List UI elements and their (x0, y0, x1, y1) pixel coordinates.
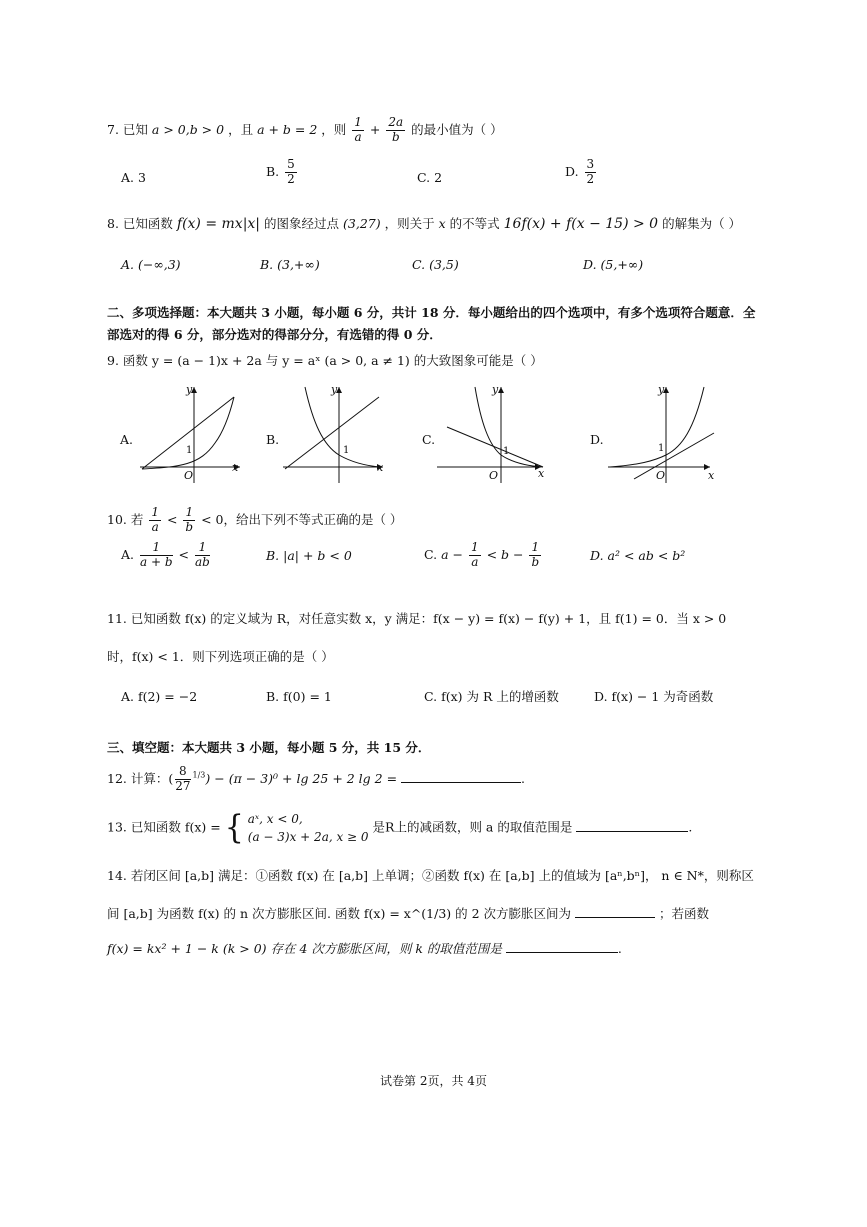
q10-option-c-pre: a − (441, 546, 463, 562)
q7-option-d-fraction: $\frac{3}{2}$ (586, 157, 595, 186)
q9-d-origin: O (656, 469, 666, 482)
q7-text-mid2: ，则 (321, 121, 347, 137)
q9-stem: 9. 函数 y = (a − 1)x + 2a 与 y = aˣ (a > 0, a ≠ 1) 的大致图象可能是（ ） (107, 353, 543, 368)
q9-c-x-label: x (538, 467, 545, 480)
q9-graph-a (140, 383, 250, 486)
q9-a-origin: O (184, 469, 194, 482)
q14-period: . (617, 941, 622, 956)
q10-option-c-mid: < b − (486, 546, 524, 562)
q14-answer-blank-1[interactable] (575, 916, 655, 918)
q7-option-d (565, 158, 598, 187)
q10-option-a-label: A. (121, 546, 135, 562)
q10-option-a: A. $\frac{1}{a + b}$ < $\frac{1}{ab}$ (121, 540, 210, 569)
q8-option-a: A. (−∞,3) (121, 257, 181, 272)
q9-a-x-label: x (232, 461, 239, 474)
q8-text-mid: 的图象经过点 (264, 216, 340, 231)
q14-line2-tail: ；若函数 (659, 906, 710, 921)
page-footer: 试卷第 2页，共 4页 (380, 1074, 487, 1088)
q7-option-b-label: B. (266, 163, 280, 179)
q7-plus: + (369, 121, 381, 137)
q9-c-one: 1 (503, 446, 510, 457)
q9-option-c-label: C. (422, 432, 436, 447)
q9-graph-c (437, 383, 552, 486)
q8-option-c: C. (3,5) (412, 257, 459, 272)
q14-line2-text: 间 [a,b] 为函数 f(x) 的 n 次方膨胀区间. 函数 f(x) = x^(1/3) 的 2 次方膨胀区间为 (107, 906, 572, 921)
q12-expression: ) − (π − 3)⁰ + lg 25 + 2 lg 2 = (205, 770, 398, 786)
q11-option-c: C. f(x) 为 R 上的增函数 (424, 689, 559, 704)
q14-line1: 14. 若闭区间 [a,b] 满足：①函数 f(x) 在 [a,b] 上单调；②函数 f(x) 在 [a,b] 上的值域为 [aⁿ,bⁿ]， n ∈ N*，则称区 (107, 868, 754, 883)
q10-option-d: D. a² < ab < b² (590, 548, 686, 563)
q7-condition: a > 0,b > 0 (151, 121, 225, 137)
q13-brace: { (224, 808, 244, 847)
q10-option-a-fraction-2: $\frac{1}{ab}$ (194, 540, 210, 569)
q7-prefix: 7. 已知 (107, 121, 148, 137)
q10-option-c-label: C. (424, 546, 438, 562)
q14-line3-text: f(x) = kx² + 1 − k (k > 0) 存在 4 次方膨胀区间，则 k 的取值范围是 (107, 941, 502, 956)
q8-prefix: 8. 已知函数 (107, 216, 173, 231)
q12-period: . (521, 770, 526, 786)
q11-option-a: A. f(2) = −2 (121, 689, 198, 704)
q13-prefix: 13. 已知函数 f(x) = (107, 819, 221, 835)
q14-line2 (107, 906, 709, 921)
q9-d-y-label: y (658, 383, 665, 396)
q12-stem (107, 765, 525, 794)
q8-stem (107, 216, 741, 233)
q8-text-mid2: ，则关于 (384, 216, 435, 231)
q9-graph-d (608, 383, 720, 486)
q10-tail: < 0，给出下列不等式正确的是（ ） (201, 511, 403, 527)
q9-a-y-label: y (186, 383, 193, 396)
q7-option-b-fraction: $\frac{5}{2}$ (287, 157, 295, 186)
q11-stem-line2: 时，f(x) < 1．则下列选项正确的是（ ） (107, 649, 334, 664)
q7-option-b (266, 158, 299, 187)
q8-point: (3,27) (343, 216, 381, 231)
q8-variable: x (438, 216, 446, 231)
q10-option-c-fraction-2: $\frac{1}{b}$ (531, 540, 540, 569)
q9-c-origin: O (489, 469, 499, 482)
q10-prefix: 10. 若 (107, 511, 144, 527)
q10-option-b: B. |a| + b < 0 (266, 548, 352, 563)
q13-cases (248, 810, 369, 846)
q10-option-a-fraction-1: $\frac{1}{a + b}$ (140, 540, 173, 569)
q13-case1: aˣ, x < 0, (247, 812, 303, 826)
q9-option-b-label: B. (266, 432, 280, 447)
q10-option-c (424, 541, 543, 570)
q7-fraction-1: $\frac{1}{a}$ (354, 115, 362, 144)
section2-heading-line2: 部选对的得 6 分，部分选对的得部分分，有选错的得 0 分． (107, 327, 442, 342)
q9-b-x-label: x (377, 461, 384, 474)
q8-function: f(x) = mx|x| (176, 216, 261, 232)
q13-period: . (688, 819, 693, 835)
q10-lt: < (166, 511, 178, 527)
q12-fraction: $\frac{8}{27}$ (175, 764, 191, 793)
q8-text-mid3: 的不等式 (449, 216, 500, 231)
q11-stem-line1: 11. 已知函数 f(x) 的定义域为 R，对任意实数 x，y 满足：f(x − y) = f(x) − f(y) + 1，且 f(1) = 0．当 x > 0 (107, 611, 727, 626)
section3-heading: 三、填空题：本大题共 3 小题，每小题 5 分，共 15 分． (107, 740, 431, 755)
q11-option-b: B. f(0) = 1 (266, 689, 332, 704)
q7-option-a: A. 3 (121, 170, 146, 185)
q10-stem (107, 506, 402, 535)
q13-case2: (a − 3)x + 2a, x ≥ 0 (247, 830, 369, 844)
q7-fraction-2: $\frac{2a}{b}$ (388, 115, 404, 144)
q7-text-mid: ，且 (228, 121, 254, 137)
q14-answer-blank-2[interactable] (506, 951, 618, 953)
q9-d-x-label: x (708, 469, 715, 482)
q13-tail: 是R上的减函数，则 a 的取值范围是 (372, 819, 573, 835)
q13-answer-blank[interactable] (576, 830, 688, 832)
q9-option-a-label: A. (120, 432, 134, 447)
q7-option-c: C. 2 (417, 170, 443, 185)
q8-tail: 的解集为（ ） (662, 216, 742, 231)
q9-a-one: 1 (186, 445, 193, 456)
q9-b-y-label: y (331, 383, 338, 396)
q7-option-d-label: D. (565, 163, 579, 179)
q12-answer-blank[interactable] (401, 781, 521, 783)
q13-stem (107, 810, 692, 846)
q12-prefix: 12. 计算：( (107, 770, 174, 786)
q10-fraction-1: $\frac{1}{a}$ (151, 505, 159, 534)
q9-b-one: 1 (343, 445, 350, 456)
q8-option-d: D. (5,+∞) (583, 257, 644, 272)
q9-c-y-label: y (492, 383, 499, 396)
q11-option-d: D. f(x) − 1 为奇函数 (594, 689, 714, 704)
q7-stem (107, 116, 503, 145)
q8-inequality: 16f(x) + f(x − 15) > 0 (503, 216, 659, 232)
q12-exponent: 1/3 (192, 770, 206, 780)
q7-condition-2: a + b = 2 (257, 121, 318, 137)
q9-graph-b (283, 383, 393, 486)
q8-option-b: B. (3,+∞) (260, 257, 320, 272)
q7-tail: 的最小值为（ ） (411, 121, 503, 137)
q10-option-c-fraction-1: $\frac{1}{a}$ (470, 540, 479, 569)
q14-line3 (107, 941, 622, 956)
q9-d-one: 1 (658, 443, 665, 454)
q9-option-d-label: D. (590, 432, 604, 447)
section2-heading: 二、多项选择题：本大题共 3 小题，每小题 6 分，共计 18 分．每小题给出的四个选项中，有多个选项符合题意．全 (107, 305, 756, 320)
q10-fraction-2: $\frac{1}{b}$ (185, 505, 194, 534)
